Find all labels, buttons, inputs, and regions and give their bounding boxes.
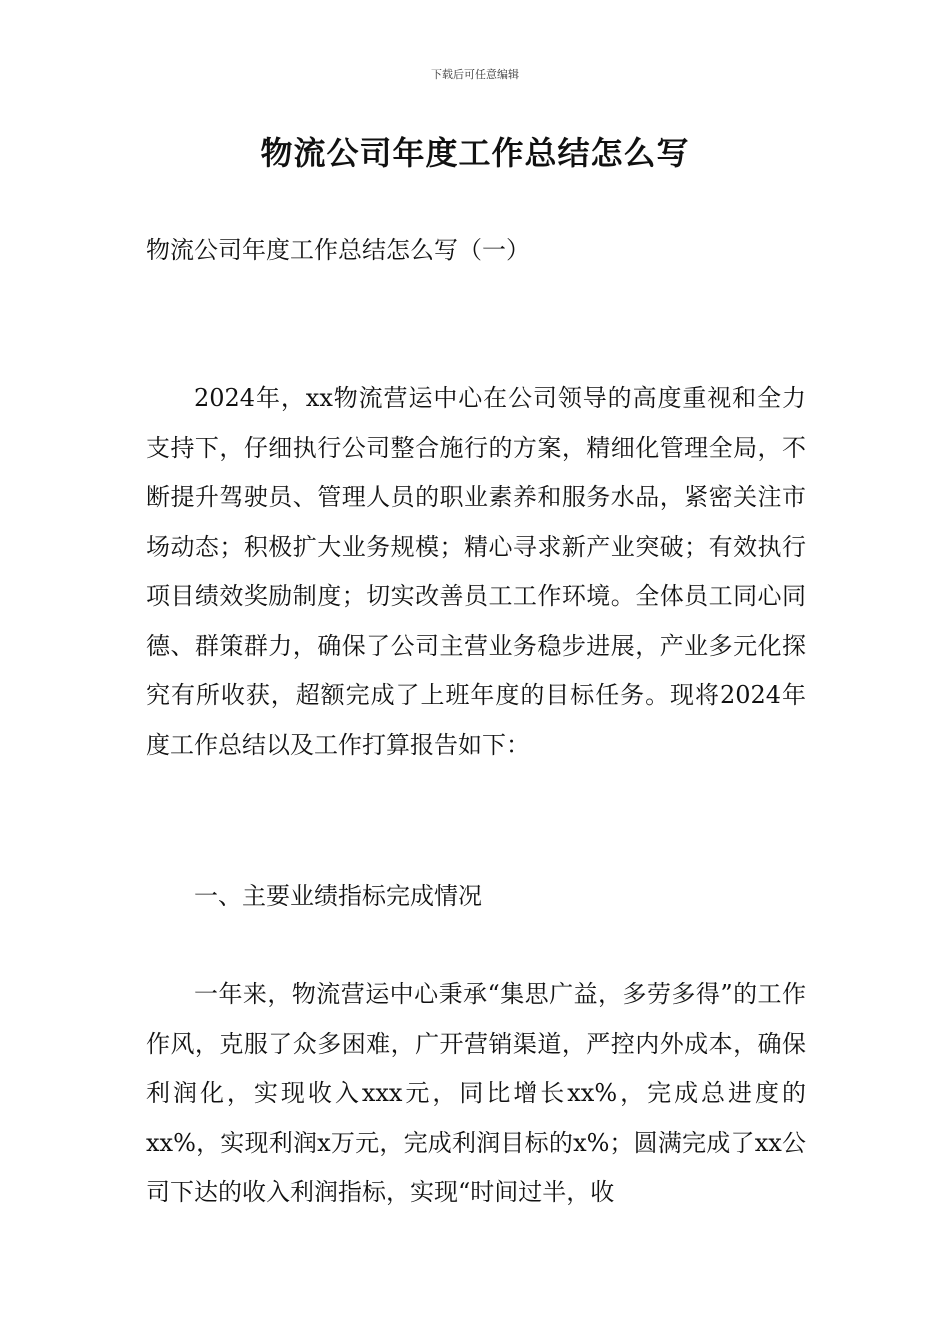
section-one-heading: 一、主要业绩指标完成情况 [194, 882, 482, 910]
document-subtitle: 物流公司年度工作总结怎么写（一） [146, 236, 530, 264]
intro-paragraph-block [146, 374, 806, 770]
section-one-body-block [146, 970, 806, 1218]
section-one-body: 一年来，物流营运中心秉承“集思广益，多劳多得”的工作作风，克服了众多困难，广开营销渠道，严控内外成本，确保利润化，实现收入xxx元，同比增长xx%，完成总进度的xx%，实现利润x万元，完成利润目标的x%；圆满完成了xx公司下达的收入利润指标，实现“时间过半，收 [146, 980, 806, 1206]
document-title: 物流公司年度工作总结怎么写 [260, 134, 690, 172]
header-note: 下载后可任意编辑 [431, 68, 519, 81]
section-heading-block [146, 872, 806, 922]
intro-paragraph: 2024年，xx物流营运中心在公司领导的高度重视和全力支持下，仔细执行公司整合施行的方案，精细化管理全局，不断提升驾驶员、管理人员的职业素养和服务水品，紧密关注市场动态；积极扩大业务规模；精心寻求新产业突破；有效执行项目绩效奖励制度；切实改善员工工作环境。全体员工同心同德、群策群力，确保了公司主营业务稳步进展，产业多元化探究有所收获，超额完成了上班年度的目标任务。现将2024年度工作总结以及工作打算报告如下： [146, 384, 806, 759]
